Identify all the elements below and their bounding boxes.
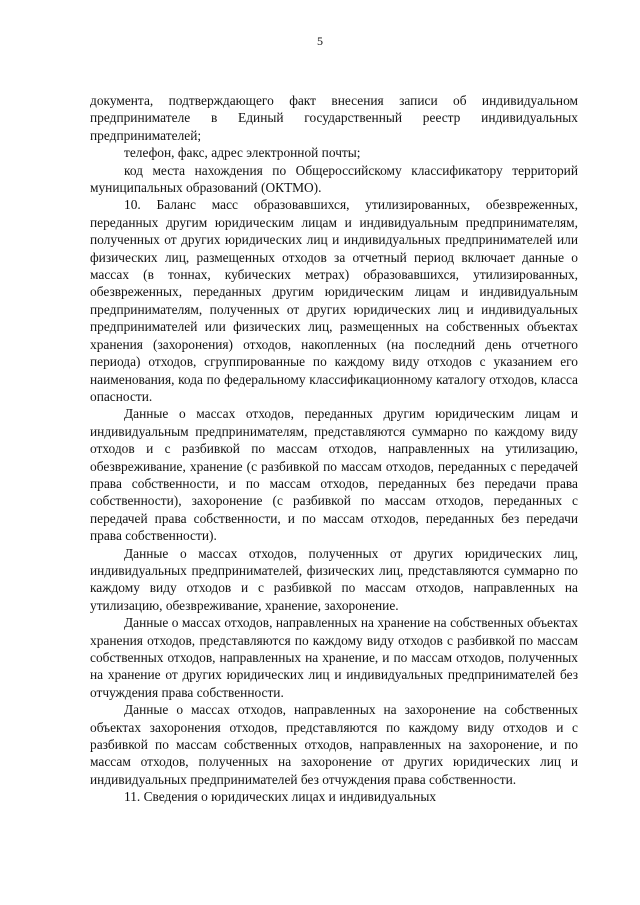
paragraph-received-waste: Данные о массах отходов, полученных от других юридических лиц, индивидуальных предпринимателей, физических лиц, представляются суммарно по каждому виду отходов и с разбивкой по массам отходов, направленных на утилизацию, обезвреживание, хранение, захоронение. bbox=[90, 545, 578, 613]
paragraph-item-11: 11. Сведения о юридических лицах и индивидуальных bbox=[124, 789, 437, 805]
paragraph-item-10-balance: 10. Баланс масс образовавшихся, утилизированных, обезвреженных, переданных другим юридическим лицам и индивидуальным предпринимателям, полученных от других юридических лиц и индивидуальных предпринимателей или физических лиц, размещенных отходов за отчетный период включает данные о массах (в тоннах, кубических метрах) образовавшихся, утилизированных, обезвреженных, переданных другим юридическим лицам и индивидуальным предпринимателям, полученных от других юридических лиц и индивидуальных предпринимателей или физических лиц, размещенных на собственных объектах хранения (захоронения) отходов, накопленных (на последний день отчетного периода) отходов, сгруппированные по каждому виду отходов с указанием его наименования, кода по федеральному классификационному каталогу отходов, класса опасности. bbox=[90, 197, 578, 404]
paragraph-transferred-waste: Данные о массах отходов, переданных другим юридическим лицам и индивидуальным предпринимателям, представляются суммарно по каждому виду отходов и с разбивкой по массам отходов, направленных на утилизацию, обезвреживание, хранение (с разбивкой по массам отходов, переданных с передачей права собственности, и по массам отходов, переданных без передачи права собственности), захоронение (с разбивкой по массам отходов, переданных с передачей права собственности, и по массам отходов, переданных без передачи права собственности). bbox=[90, 406, 578, 544]
paragraph-ogrnip-document: документа, подтверждающего факт внесения записи об индивидуальном предпринимателе в Единый государственный реестр индивидуальных предпринимателей; bbox=[90, 93, 578, 143]
paragraph-contacts: телефон, факс, адрес электронной почты; bbox=[124, 145, 361, 161]
paragraph-storage-waste: Данные о массах отходов, направленных на хранение на собственных объектах хранения отходов, представляются по каждому виду отходов с разбивкой по массам собственных отходов, направленных на хранение, и по массам отходов, полученных на хранение от других юридических лиц и индивидуальных предпринимателей без отчуждения права собственности. bbox=[90, 615, 578, 700]
page-number: 5 bbox=[317, 34, 323, 48]
paragraph-oktmo: код места нахождения по Общероссийскому классификатору территорий муниципальных образований (ОКТМО). bbox=[90, 162, 578, 196]
document-body bbox=[90, 92, 578, 806]
paragraph-disposal-waste: Данные о массах отходов, направленных на захоронение на собственных объектах захоронения отходов, представляются по каждому виду отходов и с разбивкой по массам собственных отходов, направленных на захоронение, и по массам отходов, полученных на захоронение от других юридических лиц и индивидуальных предпринимателей без отчуждения права собственности. bbox=[90, 702, 578, 787]
